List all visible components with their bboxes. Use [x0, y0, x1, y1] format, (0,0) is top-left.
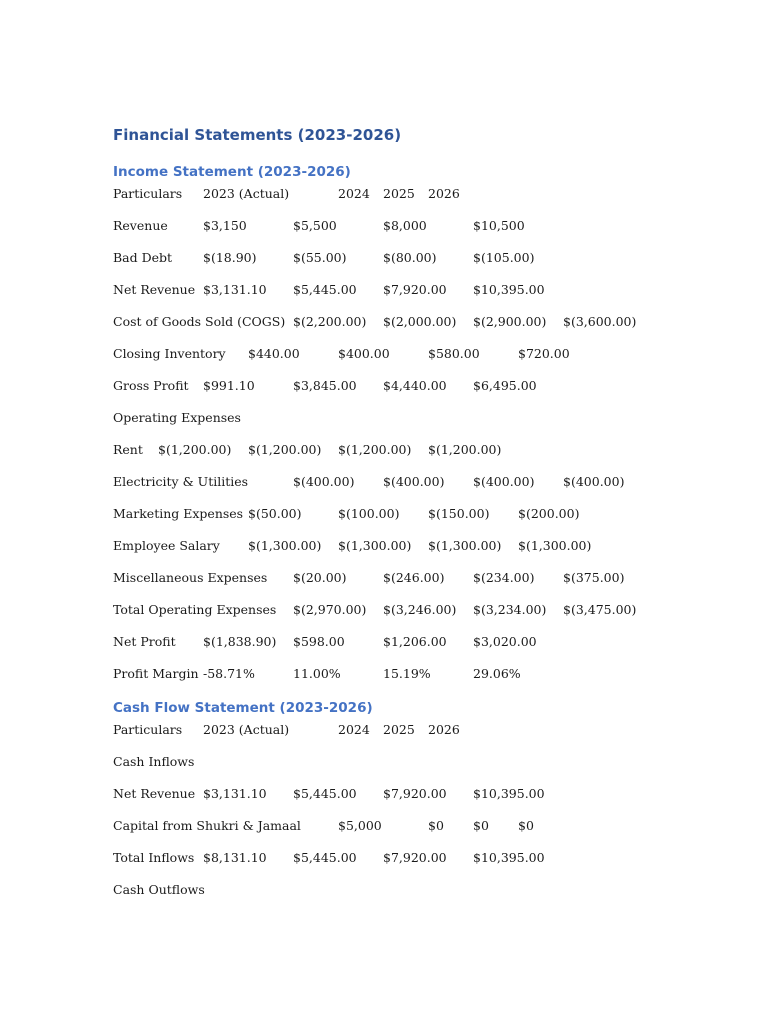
row-value: 2024 [338, 722, 370, 737]
table-row [113, 601, 636, 619]
row-label: Net Revenue [113, 282, 196, 297]
row-value: 2023 (Actual) [203, 722, 290, 737]
row-value: 11.00% [293, 666, 341, 681]
row-value: $(3,600.00) [563, 314, 637, 329]
row-value: $10,395.00 [473, 850, 545, 865]
row-value: $(375.00) [563, 570, 625, 585]
row-value: -58.71% [203, 666, 255, 681]
row-label: Operating Expenses [113, 410, 241, 425]
row-value: $(55.00) [293, 250, 347, 265]
row-label: Net Profit [113, 634, 176, 649]
row-value: $3,131.10 [203, 786, 267, 801]
table-row [113, 785, 545, 803]
row-value: 2025 [383, 186, 415, 201]
table-row [113, 665, 521, 683]
row-value: $1,206.00 [383, 634, 447, 649]
row-value: $(1,200.00) [428, 442, 502, 457]
row-value: $(105.00) [473, 250, 535, 265]
row-value: $0 [428, 818, 444, 833]
row-label: Particulars [113, 722, 183, 737]
table-row [113, 721, 460, 739]
row-value: $(400.00) [473, 474, 535, 489]
row-value: $5,445.00 [293, 786, 357, 801]
row-value: $(400.00) [563, 474, 625, 489]
table-row [113, 249, 534, 267]
row-value: $(234.00) [473, 570, 535, 585]
row-label: Gross Profit [113, 378, 189, 393]
row-value: $(80.00) [383, 250, 437, 265]
row-label: Revenue [113, 218, 168, 233]
row-value: $(1,200.00) [158, 442, 232, 457]
row-value: $(200.00) [518, 506, 580, 521]
row-value: $5,500 [293, 218, 337, 233]
row-label: Electricity & Utilities [113, 474, 249, 489]
table-row [113, 185, 460, 203]
row-value: $10,395.00 [473, 786, 545, 801]
row-label: Cash Inflows [113, 754, 195, 769]
table-row [113, 409, 241, 427]
table-row [113, 473, 624, 491]
row-value: $(1,300.00) [338, 538, 412, 553]
row-value: $3,150 [203, 218, 247, 233]
row-value: $3,845.00 [293, 378, 357, 393]
row-label: Profit Margin [113, 666, 199, 681]
row-value: $5,445.00 [293, 282, 357, 297]
table-row [113, 313, 636, 331]
row-value: 2025 [383, 722, 415, 737]
row-value: $(1,200.00) [338, 442, 412, 457]
row-label: Cash Outflows [113, 882, 205, 897]
table-row [113, 537, 591, 555]
row-value: $0 [473, 818, 489, 833]
row-label: Capital from Shukri & Jamaal [113, 818, 301, 833]
row-value: $5,000 [338, 818, 382, 833]
row-value: $(20.00) [293, 570, 347, 585]
table-row [113, 441, 501, 459]
row-value: 2026 [428, 186, 460, 201]
income-statement-heading: Income Statement (2023-2026) [113, 164, 351, 180]
table-row [113, 753, 194, 771]
row-value: $6,495.00 [473, 378, 537, 393]
row-value: $8,131.10 [203, 850, 267, 865]
row-value: $580.00 [428, 346, 480, 361]
table-row [113, 817, 534, 835]
row-value: 29.06% [473, 666, 521, 681]
row-value: 2024 [338, 186, 370, 201]
row-value: $3,131.10 [203, 282, 267, 297]
row-value: $(1,838.90) [203, 634, 277, 649]
row-label: Employee Salary [113, 538, 220, 553]
row-value: $(2,200.00) [293, 314, 367, 329]
row-value: $7,920.00 [383, 850, 447, 865]
row-value: $(3,234.00) [473, 602, 547, 617]
row-value: $(1,200.00) [248, 442, 322, 457]
row-label: Particulars [113, 186, 183, 201]
row-value: $(2,900.00) [473, 314, 547, 329]
row-value: $7,920.00 [383, 282, 447, 297]
row-label: Cost of Goods Sold (COGS) [113, 314, 286, 329]
row-value: $(2,000.00) [383, 314, 457, 329]
table-row [113, 345, 570, 363]
row-value: $(1,300.00) [518, 538, 592, 553]
row-value: $10,500 [473, 218, 525, 233]
row-value: 15.19% [383, 666, 431, 681]
row-value: 2026 [428, 722, 460, 737]
row-value: $598.00 [293, 634, 345, 649]
row-value: $720.00 [518, 346, 570, 361]
cash-flow-statement-heading: Cash Flow Statement (2023-2026) [113, 700, 373, 716]
row-label: Total Inflows [113, 850, 195, 865]
row-value: $(150.00) [428, 506, 490, 521]
row-value: $991.10 [203, 378, 255, 393]
table-row [113, 281, 545, 299]
row-value: $400.00 [338, 346, 390, 361]
table-row [113, 377, 537, 395]
row-value: $8,000 [383, 218, 427, 233]
table-row [113, 217, 525, 235]
row-label: Bad Debt [113, 250, 173, 265]
row-value: 2023 (Actual) [203, 186, 290, 201]
row-value: $5,445.00 [293, 850, 357, 865]
row-value: $(1,300.00) [428, 538, 502, 553]
row-value: $(400.00) [383, 474, 445, 489]
row-value: $0 [518, 818, 534, 833]
row-label: Net Revenue [113, 786, 196, 801]
table-row [113, 881, 205, 899]
document-title: Financial Statements (2023-2026) [113, 126, 402, 144]
table-row [113, 569, 624, 587]
row-value: $440.00 [248, 346, 300, 361]
row-label: Marketing Expenses [113, 506, 244, 521]
table-row [113, 505, 579, 523]
row-value: $(400.00) [293, 474, 355, 489]
row-value: $(2,970.00) [293, 602, 367, 617]
row-value: $10,395.00 [473, 282, 545, 297]
row-value: $(50.00) [248, 506, 302, 521]
row-label: Miscellaneous Expenses [113, 570, 268, 585]
table-row [113, 849, 545, 867]
table-row [113, 633, 537, 651]
row-label: Closing Inventory [113, 346, 226, 361]
row-value: $(18.90) [203, 250, 257, 265]
row-value: $4,440.00 [383, 378, 447, 393]
row-value: $(100.00) [338, 506, 400, 521]
row-value: $(246.00) [383, 570, 445, 585]
row-value: $7,920.00 [383, 786, 447, 801]
row-label: Rent [113, 442, 143, 457]
row-value: $(1,300.00) [248, 538, 322, 553]
row-label: Total Operating Expenses [113, 602, 277, 617]
row-value: $(3,475.00) [563, 602, 637, 617]
row-value: $(3,246.00) [383, 602, 457, 617]
row-value: $3,020.00 [473, 634, 537, 649]
